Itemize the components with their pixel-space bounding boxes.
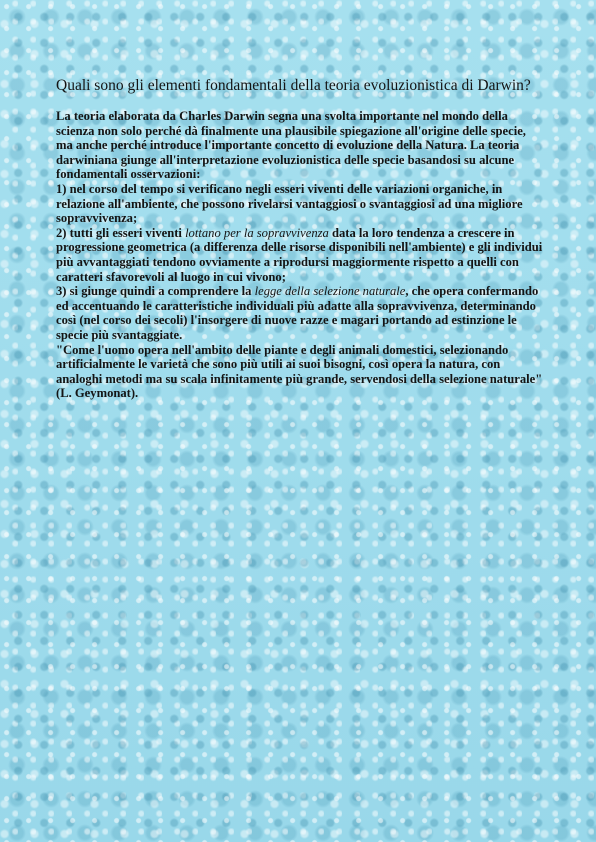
observation-2-lead: 2) tutti gli esseri viventi [56, 225, 186, 240]
page-title: Quali sono gli elementi fondamentali della teoria evoluzionistica di Darwin? [56, 77, 531, 94]
observation-2 [56, 226, 544, 284]
quote-paragraph: "Come l'uomo opera nell'ambito delle piante e degli animali domestici, selezionando artificialmente le varietà che sono più utili ai suoi bisogni, così opera la natura, con analoghi metodi ma su scala infinitamente più grande, servendosi della selezione naturale"(L. Geymonat). [56, 342, 543, 401]
observation-3-rest: , che opera confermando ed accentuando le caratteristiche individuali più adatte alla sopravvivenza, determinando così (nel corso dei secoli) l'insorgere di nuove razze e magari portando ad estinzione le specie più svantaggiate. [56, 284, 539, 342]
observation-3-lead: 3) si giunge quindi a comprendere la [56, 284, 255, 299]
observation-3-emphasis: legge della selezione naturale [254, 284, 406, 299]
observation-1: 1) nel corso del tempo si verificano negli esseri viventi delle variazioni organiche, in relazione all'ambiente, che possono rivelarsi vantaggiosi o svantaggiosi ad una migliore sopravvivenza; [56, 181, 523, 226]
observation-3 [56, 284, 544, 342]
document-page [56, 77, 544, 401]
document-body [56, 109, 544, 401]
observation-2-rest: data la loro tendenza a crescere in progressione geometrica (a differenza delle risorse disponibili nell'ambiente) e gli individui più avvantaggiati tendono ovviamente a riprodursi maggiormente rispetto a quelli con caratteri sfavorevoli al luogo in cui vivono; [56, 225, 543, 284]
observation-2-emphasis: lottano per la sopravvivenza [185, 225, 329, 240]
intro-paragraph: La teoria elaborata da Charles Darwin segna una svolta importante nel mondo della scienza non solo perché dà finalmente una plausibile spiegazione all'origine delle specie, ma anche perché introduce l'importante concetto di evoluzione della Natura. La teoria darwiniana giunge all'interpretazione evoluzionistica delle specie basandosi su alcune fondamentali osservazioni: [56, 109, 526, 182]
